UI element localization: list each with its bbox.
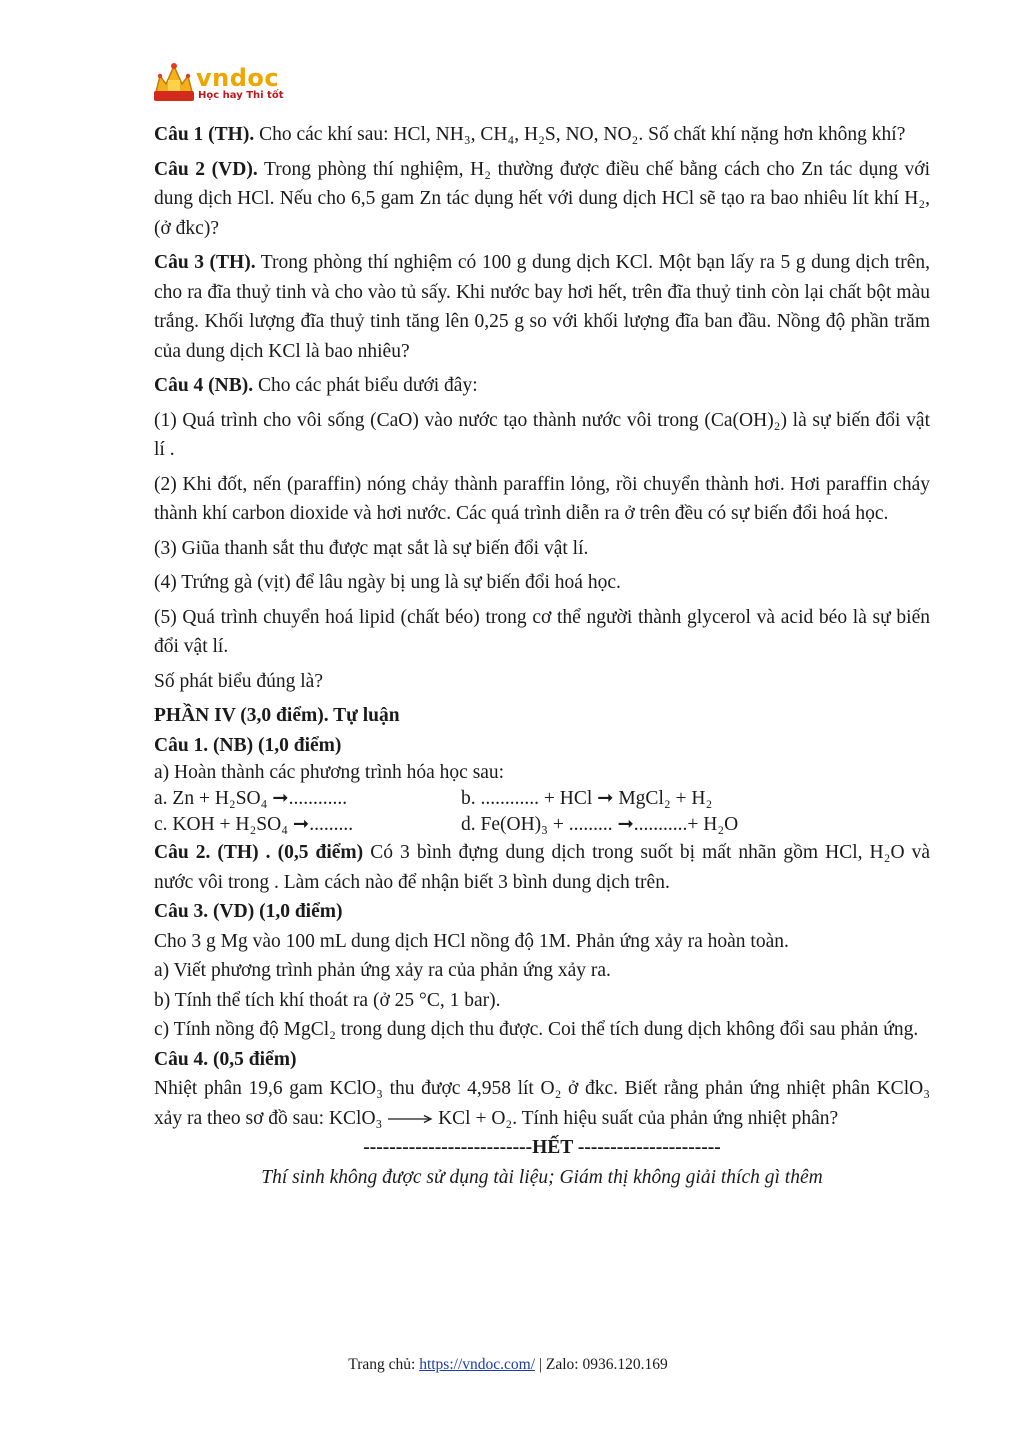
question-1-text: Cho các khí sau: HCl, NH₃, CH₄, H₂S, NO, NO₂. Số chất khí nặng hơn không khí? — [254, 124, 906, 145]
end-marker — [154, 1133, 930, 1163]
end-marker-text: --------------------------HẾT ---------------------- — [363, 1137, 721, 1158]
essay-1-label-text: Câu 1. (NB) (1,0 điểm) — [154, 734, 342, 756]
reaction-arrow-icon — [387, 1114, 433, 1124]
essay-3-intro: Cho 3 g Mg vào 100 mL dung dịch HCl nồng độ 1M. Phản ứng xảy ra hoàn toàn. — [154, 930, 789, 952]
question-3-text: Trong phòng thí nghiệm có 100 g dung dịch KCl. Một bạn lấy ra 5 g dung dịch trên, cho ra đĩa thuỷ tinh và cho vào tủ sấy. Khi nước bay hơi hết, trên đĩa thuỷ tinh còn lại chất bột màu trắng. Khối lượng đĩa thuỷ tinh tăng lên 0,25 g so với khối lượng đĩa ban đầu. Nồng độ phần trăm của dung dịch KCl là bao nhiêu? — [154, 252, 930, 362]
question-4-prompt: Số phát biểu đúng là? — [154, 670, 323, 692]
part-4-title — [154, 701, 930, 731]
essay-3-label — [154, 897, 930, 927]
page-footer — [0, 1356, 1016, 1374]
equation-row-1 — [154, 786, 930, 812]
question-4 — [154, 371, 930, 401]
essay-1-intro: a) Hoàn thành các phương trình hóa học sau: — [154, 762, 505, 783]
footer-prefix: Trang chủ: — [348, 1356, 420, 1373]
equation-d: d. Fe(OH)₃ + ......... ➞...........+ H₂O — [461, 814, 739, 835]
question-3-label: Câu 3 (TH). — [154, 252, 256, 273]
essay-4-text-after: KCl + O₂. Tính hiệu suất của phản ứng nhiệt phân? — [433, 1107, 839, 1129]
essay-3-part-c: c) Tính nồng độ MgCl₂ trong dung dịch thu được. Coi thể tích dung dịch không đổi sau phản ứng. — [154, 1019, 919, 1040]
essay-4-text-before: Nhiệt phân 19,6 gam KClO₃ thu được 4,958 lít O₂ ở đkc. Biết rằng phản ứng nhiệt phân KClO₃ xảy ra theo sơ đồ sau: KClO₃ — [154, 1078, 930, 1129]
essay-2-label: Câu 2. (TH) . (0,5 điểm) — [154, 842, 364, 863]
statement-1: (1) Quá trình cho vôi sống (CaO) vào nước tạo thành nước vôi trong (Ca(OH)₂) là sự biến đổi vật lí . — [154, 409, 930, 460]
question-2-text: Trong phòng thí nghiệm, H₂ thường được điều chế bằng cách cho Zn tác dụng với dung dịch HCl. Nếu cho 6,5 gam Zn tác dụng hết với dung dịch HCl sẽ tạo ra bao nhiêu lít khí H₂, (ở đkc)? — [154, 158, 930, 239]
essay-2 — [154, 838, 930, 897]
exam-content — [154, 120, 930, 1192]
essay-3-part-a: a) Viết phương trình phản ứng xảy ra của phản ứng xảy ra. — [154, 960, 611, 981]
equation-b: b. ............ + HCl ➞ MgCl₂ + H₂ — [461, 788, 713, 809]
essay-3-label-text: Câu 3. (VD) (1,0 điểm) — [154, 901, 343, 922]
question-3 — [154, 248, 930, 366]
vndoc-logo[interactable] — [152, 62, 302, 106]
question-2-label: Câu 2 (VD). — [154, 158, 258, 180]
essay-4-text — [154, 1074, 930, 1133]
essay-4-label — [154, 1045, 930, 1075]
question-4-label: Câu 4 (NB). — [154, 375, 254, 396]
question-2 — [154, 155, 930, 244]
part-4-title-text: PHẦN IV (3,0 điểm). Tự luận — [154, 705, 400, 726]
statement-4: (4) Trứng gà (vịt) để lâu ngày bị ung là sự biến đổi hoá học. — [154, 572, 621, 593]
question-4-text: Cho các phát biểu dưới đây: — [253, 375, 478, 396]
essay-2-text: Có 3 bình đựng dung dịch trong suốt bị mất nhãn gồm HCl, H₂O và nước vôi trong . Làm cách nào để nhận biết 3 bình dung dịch trên. — [154, 842, 930, 893]
equation-a: a. Zn + H₂SO₄ ➞............ — [154, 788, 348, 809]
footer-contact: | Zalo: 0936.120.169 — [535, 1356, 668, 1373]
logo-brand: vndoc — [196, 64, 280, 92]
essay-4-label-text: Câu 4. (0,5 điểm) — [154, 1048, 297, 1070]
homepage-link[interactable]: https://vndoc.com/ — [419, 1356, 535, 1373]
essay-3-part-b: b) Tính thể tích khí thoát ra (ở 25 °C, 1 bar). — [154, 989, 501, 1011]
crown-logo-icon — [152, 62, 196, 104]
question-1 — [154, 120, 930, 150]
statement-3: (3) Giũa thanh sắt thu được mạt sắt là sự biến đổi vật lí. — [154, 537, 589, 559]
equation-c: c. KOH + H₂SO₄ ➞......... — [154, 814, 354, 835]
end-note: Thí sinh không được sử dụng tài liệu; Giám thị không giải thích gì thêm — [261, 1166, 823, 1188]
question-1-label: Câu 1 (TH). — [154, 124, 255, 145]
logo-tagline: Học hay Thi tốt — [198, 90, 284, 101]
statement-5: (5) Quá trình chuyển hoá lipid (chất béo) trong cơ thể người thành glycerol và acid béo là sự biến đổi vật lí. — [154, 606, 930, 657]
equation-row-2 — [154, 812, 930, 838]
statement-2: (2) Khi đốt, nến (paraffin) nóng chảy thành paraffin lỏng, rồi chuyển thành hơi. Hơi paraffin cháy thành khí carbon dioxide và hơi nước. Các quá trình diễn ra ở trên đều có sự biến đổi hoá học. — [154, 473, 930, 524]
essay-1-label — [154, 731, 930, 761]
